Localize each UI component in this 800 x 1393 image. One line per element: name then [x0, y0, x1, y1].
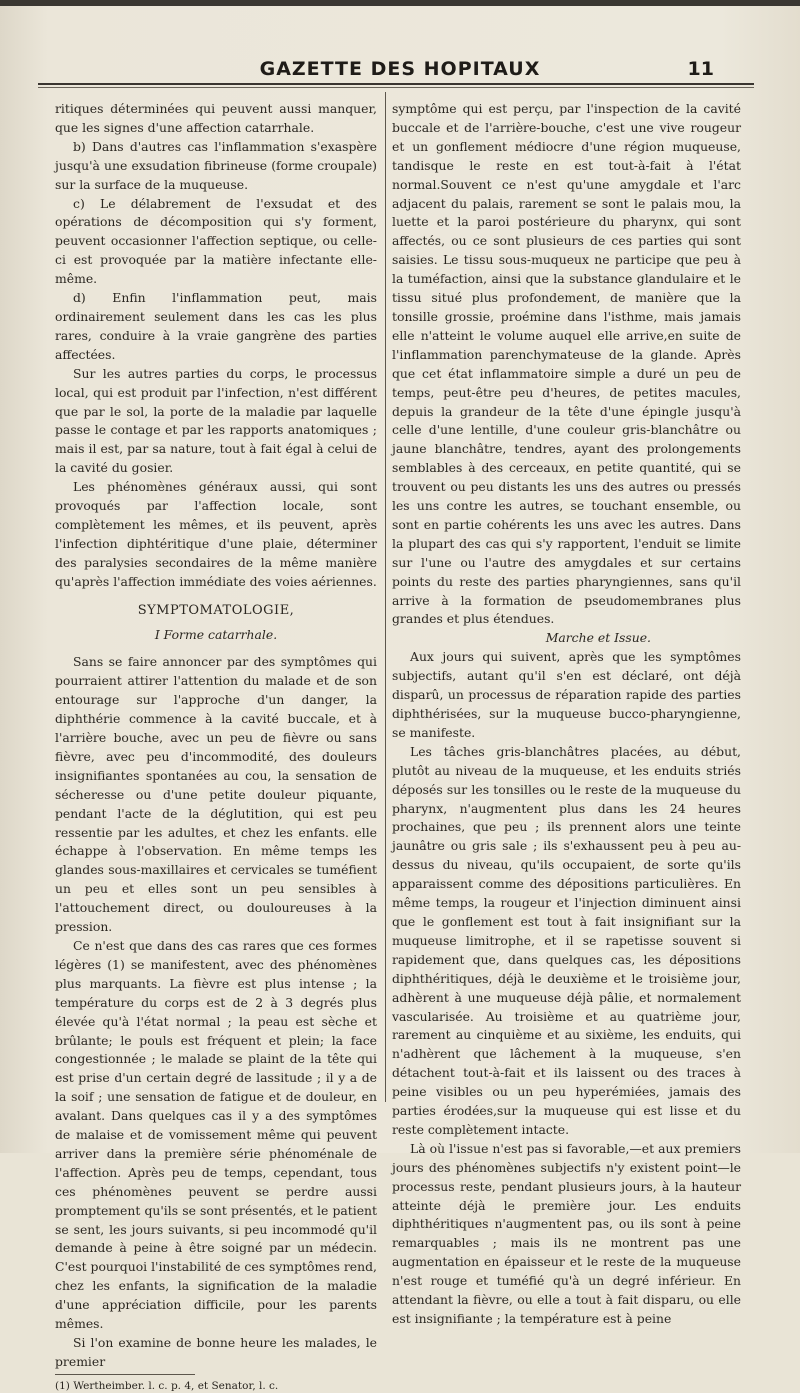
left-column — [55, 100, 377, 1393]
paragraph: Si l'on examine de bonne heure les malades, le premier — [55, 1335, 377, 1369]
footnote: (1) Wertheimber. l. c. p. 4, et Senator, l. c. — [55, 1379, 279, 1392]
paragraph: symptôme qui est perçu, par l'inspection de la cavité buccale et de l'arrière-bouche, c'est une vive rougeur et un gonflement médiocre d'une région muqueuse, tandisque le reste en est tout-à-fait à l'état normal.Souvent ce n'est qu'une amygdale et l'arc adjacent du palais, rarement se sont le palais mou, la luette et la paroi postérieure du pharynx, qui sont affectés, ou ce sont plusieurs de ces parties qui sont saisies. Le tissu sous-muqueux ne participe que peu à la tuméfaction, ainsi que la substance glandulaire et le tissu situé plus profondement, de manière que la tonsille grossie, proémine dans l'isthme, mais jamais elle n'atteint le volume auquel elle arrive,en suite de l'inflammation parenchymateuse de la glande. Après que cet état inflammatoire simple a duré un peu de temps, peut-être peu d'heures, de petites macules, depuis la grandeur de la tête d'une épingle jusqu'à celle d'une lentille, d'une couleur gris-blanchâtre ou jaune blanchâtre, tendres, ayant des prolongements semblables à des cerceaux, en petite quantité, qui se trouvent ou peu distants les uns des autres ou pressés les uns contre les autres, se touchant ensemble, ou sont en partie cohérents les uns avec les autres. Dans la plupart des cas qui s'y rapportent, l'enduit se limite sur l'une ou l'autre des amygdales et sur certains points du reste des parties pharyngiennes, sans qu'il arrive à la formation de pseudomembranes plus grandes et plus étendues. — [392, 101, 741, 627]
subsection-heading: I Forme catarrhale. — [154, 627, 278, 643]
paragraph: Sur les autres parties du corps, le processus local, qui est produit par l'infection, n'est différent que par le sol, la porte de la maladie par laquelle passe le contage et par les rapports anatomiques ; mais il est, par sa nature, tout à fait égal à celui de la cavité du gosier. — [55, 365, 377, 476]
paragraph: Ce n'est que dans des cas rares que ces formes légères (1) se manifestent, avec des phénomènes plus marquants. La fièvre est plus intense ; la température du corps est de 2 à 3 degrés plus élevée qu'à l'état normal ; la peau est sèche et brûlante; le pouls est fréquent et plein; la face congestionnée ; le malade se plaint de la tête qui est prise d'un certain degré de lassitude ; il y a de la soif ; une sensation de fatigue et de douleur, en avalant. Dans quelques cas il y a des symptômes de malaise et de vomissement même qui peuvent arriver dans la première série phénoménale de l'affection. Après peu de temps, cependant, tous ces phénomènes peuvent se perdre aussi promptement qu'ils se sont présentés, et le patient se sent, les jours suivants, si peu incommodé qu'il demande à peine à être soigné par un médecin. C'est pourquoi l'instabilité de ces symptômes rend, chez les enfants, la signification de la maladie d'une appréciation difficile, pour les parents mêmes. — [55, 937, 377, 1332]
subsection-heading: Marche et Issue. — [545, 630, 651, 646]
footnote-rule — [55, 1374, 195, 1375]
header-rule-thin — [38, 87, 754, 88]
page-title: GAZETTE DES HOPITAUX — [259, 58, 541, 80]
paragraph: Sans se faire annoncer par des symptômes qui pourraient attirer l'attention du malade et de son entourage sur l'approche d'un danger, la diphthérie commence à la cavité buccale, et à l'arrière bouche, avec un peu de fièvre ou sans fièvre, avec peu d'incommodité, des douleurs insignifiantes spontanées au cou, la sensation de sécheresse ou d'une petite douleur piquante, pendant l'acte de la déglutition, qui est peu ressentie par les adultes, et chez les enfants. elle échappe à l'observation. En même temps les glandes sous-maxillaires et cervicales se tuméfient un peu et elles sont un peu sensibles à l'attouchement direct, ou douloureuses à la pression. — [55, 654, 377, 935]
paragraph: Aux jours qui suivent, après que les symptômes subjectifs, autant qu'il s'en est déclaré, ont déjà disparû, un processus de réparation rapide des parties diphthérisées, sur la muqueuse bucco-pharyngienne, se manifeste. — [392, 649, 741, 740]
header-rule — [38, 83, 754, 85]
paragraph: ritiques déterminées qui peuvent aussi manquer, que les signes d'une affection catarrhale. — [55, 101, 377, 135]
column-divider — [385, 92, 386, 1102]
paragraph: Les phénomènes généraux aussi, qui sont provoqués par l'affection locale, sont complètement les mêmes, et ils peuvent, après l'infection diphtéritique d'une plaie, déterminer des paralysies secondaires de la même manière qu'après l'affection immédiate des voies aériennes. — [55, 479, 377, 589]
paragraph: Là où l'issue n'est pas si favorable,—et aux premiers jours des phénomènes subjectifs n'y existent point—le processus reste, pendant plusieurs jours, à la hauteur atteinte déjà le première jour. Les enduits diphthéritiques n'augmentent pas, ou ils sont à peine remarquables ; mais ils ne montrent pas une augmentation en épaisseur et le reste de la muqueuse n'est rouge et tuméfié qu'à un degré inférieur. En attendant la fièvre, ou elle a tout à fait disparu, ou elle est insignifiante ; la température est à peine — [392, 1140, 741, 1326]
right-column — [392, 100, 741, 1329]
paragraph: d) Enfin l'inflammation peut, mais ordinairement seulement dans les cas les plus rares, conduire à la vraie gangrène des parties affectées. — [55, 290, 377, 362]
paragraph: c) Le délabrement de l'exsudat et des opérations de décomposition qui s'y forment, peuvent occasionner l'affection septique, ou celle-ci est provoquée par la matière infectante elle-même. — [55, 195, 377, 287]
page-top-edge — [0, 0, 800, 6]
paragraph: Les tâches gris-blanchâtres placées, au début, plutôt au niveau de la muqueuse, et les enduits striés déposés sur les tonsilles ou le reste de la muqueuse du pharynx, n'augmentent plus dans les 24 heures prochaines, que peu ; ils prennent alors une teinte jaunâtre ou gris sale ; ils s'exhaussent peu à peu au-dessus du niveau, qu'ils occupaient, de sorte qu'ils apparaissent comme des dépositions particulières. En même temps, la rougeur et l'injection diminuent ainsi que le gonflement est tout à fait insignifiant sur la muqueuse limitrophe, et il se rapetisse souvent si rapidement que, dans quelques cas, les dépositions diphthéritiques, déjà le deuxième et le troisième jour, adhèrent à une muqueuse déjà pâlie, et normalement vascularisée. Au troisième et au quatrième jour, rarement au cinquième et au sixième, les enduits, qui n'adhèrent que lâchement à la muqueuse, s'en détachent tout-à-fait et ils laissent ou des traces à peine visibles ou un peu hyperémiées, jamais des parties érodées,sur la muqueuse qui est lisse et du reste complètement intacte. — [392, 743, 741, 1137]
paragraph: b) Dans d'autres cas l'inflammation s'exaspère jusqu'à une exsudation fibrineuse (forme croupale) sur la surface de la muqueuse. — [55, 138, 377, 192]
page-number: 11 — [687, 58, 714, 80]
section-heading: SYMPTOMATOLOGIE, — [137, 602, 295, 618]
